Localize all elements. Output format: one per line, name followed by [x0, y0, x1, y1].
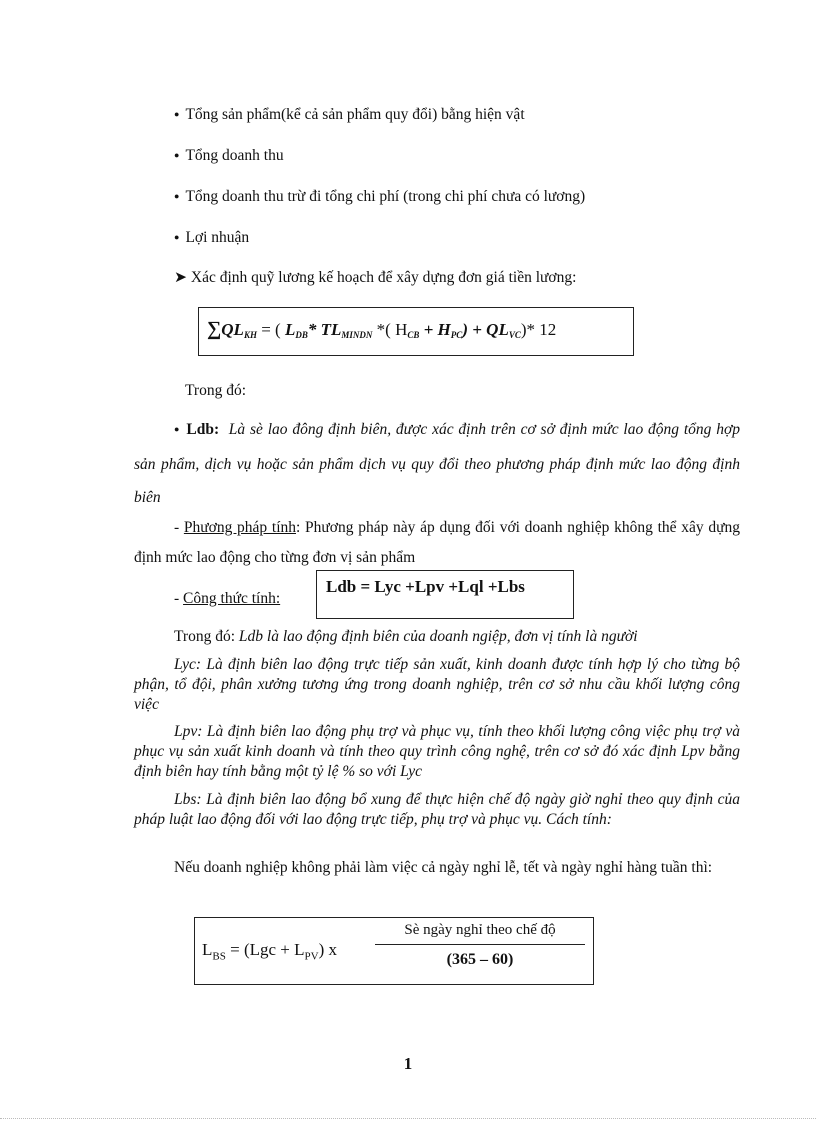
h-term: *( H: [372, 320, 408, 339]
fraction-denominator: (365 – 60): [446, 951, 514, 968]
trong-do-heading: Trong đó:: [185, 382, 247, 399]
lpv-paragraph: Lpv: Là định biên lao động phụ trợ và phục vụ, tính theo khối lượng công việc phụ trợ và phục vụ sản xuất kinh doanh và tính theo quy trình công nghệ, trên cơ sở đó xác định Lpv bằng định biên hay tính bằng một tỷ lệ % so với Lyc: [134, 723, 740, 780]
bullet-item: ● Tổng doanh thu trừ đi tổng chi phí (trong chi phí chưa có lương): [174, 186, 585, 209]
method-dash: -: [174, 519, 184, 536]
vc-sub: VC: [508, 330, 521, 340]
kh-sub: KH: [243, 330, 257, 340]
fraction-bar: [375, 944, 585, 945]
ql-term: QL: [221, 320, 244, 339]
trong-do-2-prefix: Trong đó:: [174, 628, 239, 645]
sum-symbol: ∑: [207, 318, 222, 340]
method-paragraph: [134, 513, 740, 573]
ql-vc-term: ) + QL: [462, 320, 509, 339]
bullet-icon: [174, 421, 186, 438]
method-label: Phương pháp tính: [183, 519, 297, 536]
formula-ldb: Ldb = Lyc +Lpv +Lql +Lbs: [326, 577, 525, 596]
formula-quy-luong: [207, 318, 556, 341]
arrow-item-text: Xác định quỹ lương kế hoạch để xây dựng đơn giá tiền lương:: [190, 269, 577, 286]
lbs-l: L: [202, 940, 213, 959]
method-text: : Phương pháp này áp dụng đối với doanh nghiệp không thể xây dựng định mức lao động cho từng đơn vị sản phẩm: [134, 519, 740, 566]
ldb-text: Là sè lao đông định biên, được xác định trên cơ sở định mức lao động tổng hợp sản phẩm, dịch vụ hoặc sản phẩm dịch vụ quy đổi theo phương pháp định mức lao động định biên: [134, 421, 740, 506]
neu-paragraph: Nếu doanh nghiệp không phải làm việc cả ngày nghỉ lễ, tết và ngày nghỉ hàng tuần thì:: [174, 859, 713, 876]
tl-term: * TL: [307, 320, 342, 339]
trong-do-2: [174, 626, 638, 648]
lbs-paragraph: Lbs: Là định biên lao động bổ xung để thực hiện chế độ ngày giờ nghỉ theo quy định của pháp luật lao động đối với lao động trực tiếp, phụ trợ và phục vụ. Cách tính:: [134, 791, 740, 828]
lbs-tail: ) x: [318, 940, 337, 959]
bullet-item: ● Tổng doanh thu: [174, 145, 284, 168]
fraction-numerator: Sè ngày nghỉ theo chế độ: [404, 922, 556, 938]
db-sub: DB: [295, 330, 308, 340]
formula-box-lbs: [194, 917, 594, 985]
tail-term: )* 12: [520, 320, 557, 339]
ldb-paragraph: [134, 413, 740, 514]
bullet-item: ● Tổng sản phẩm(kể cả sản phẩm quy đổi) bằng hiện vật: [174, 104, 525, 127]
formula-label-line: - Công thức tính:: [174, 590, 281, 607]
plus-h-term: + H: [419, 320, 451, 339]
arrow-icon: ➤: [174, 269, 187, 286]
formula-lbs-lhs: [202, 940, 337, 962]
ldb-label: Ldb:: [186, 421, 220, 438]
lbs-sub: BS: [212, 950, 226, 963]
l-term: L: [284, 320, 296, 339]
formula-box-ldb: [316, 570, 574, 619]
trong-do-2-text: Ldb là lao động định biên của doanh ngiệp, đơn vị tính là người: [238, 628, 638, 645]
lbs-mid: = (Lgc + L: [225, 940, 305, 959]
formula-box-quy-luong: [198, 307, 634, 356]
page-bottom-divider: [0, 1118, 816, 1119]
bullet-item: ● Lợi nhuận: [174, 227, 249, 250]
eq-open: = (: [256, 320, 285, 339]
cb-sub: CB: [407, 330, 420, 340]
page-number: 1: [403, 1054, 413, 1073]
pv-sub: PV: [304, 950, 319, 963]
mindn-sub: MINDN: [341, 330, 373, 340]
formula-label: Công thức tính:: [183, 590, 281, 607]
arrow-item: [174, 267, 576, 289]
lyc-paragraph: Lyc: Là định biên lao động trực tiếp sản xuất, kinh doanh được tính hợp lý cho từng bộ phận, tổ đội, phân xưởng tương ứng trong doanh nghiệp, trên cơ sở nhu cầu khối lượng công việc: [134, 656, 740, 713]
pc-sub: PC: [450, 330, 463, 340]
